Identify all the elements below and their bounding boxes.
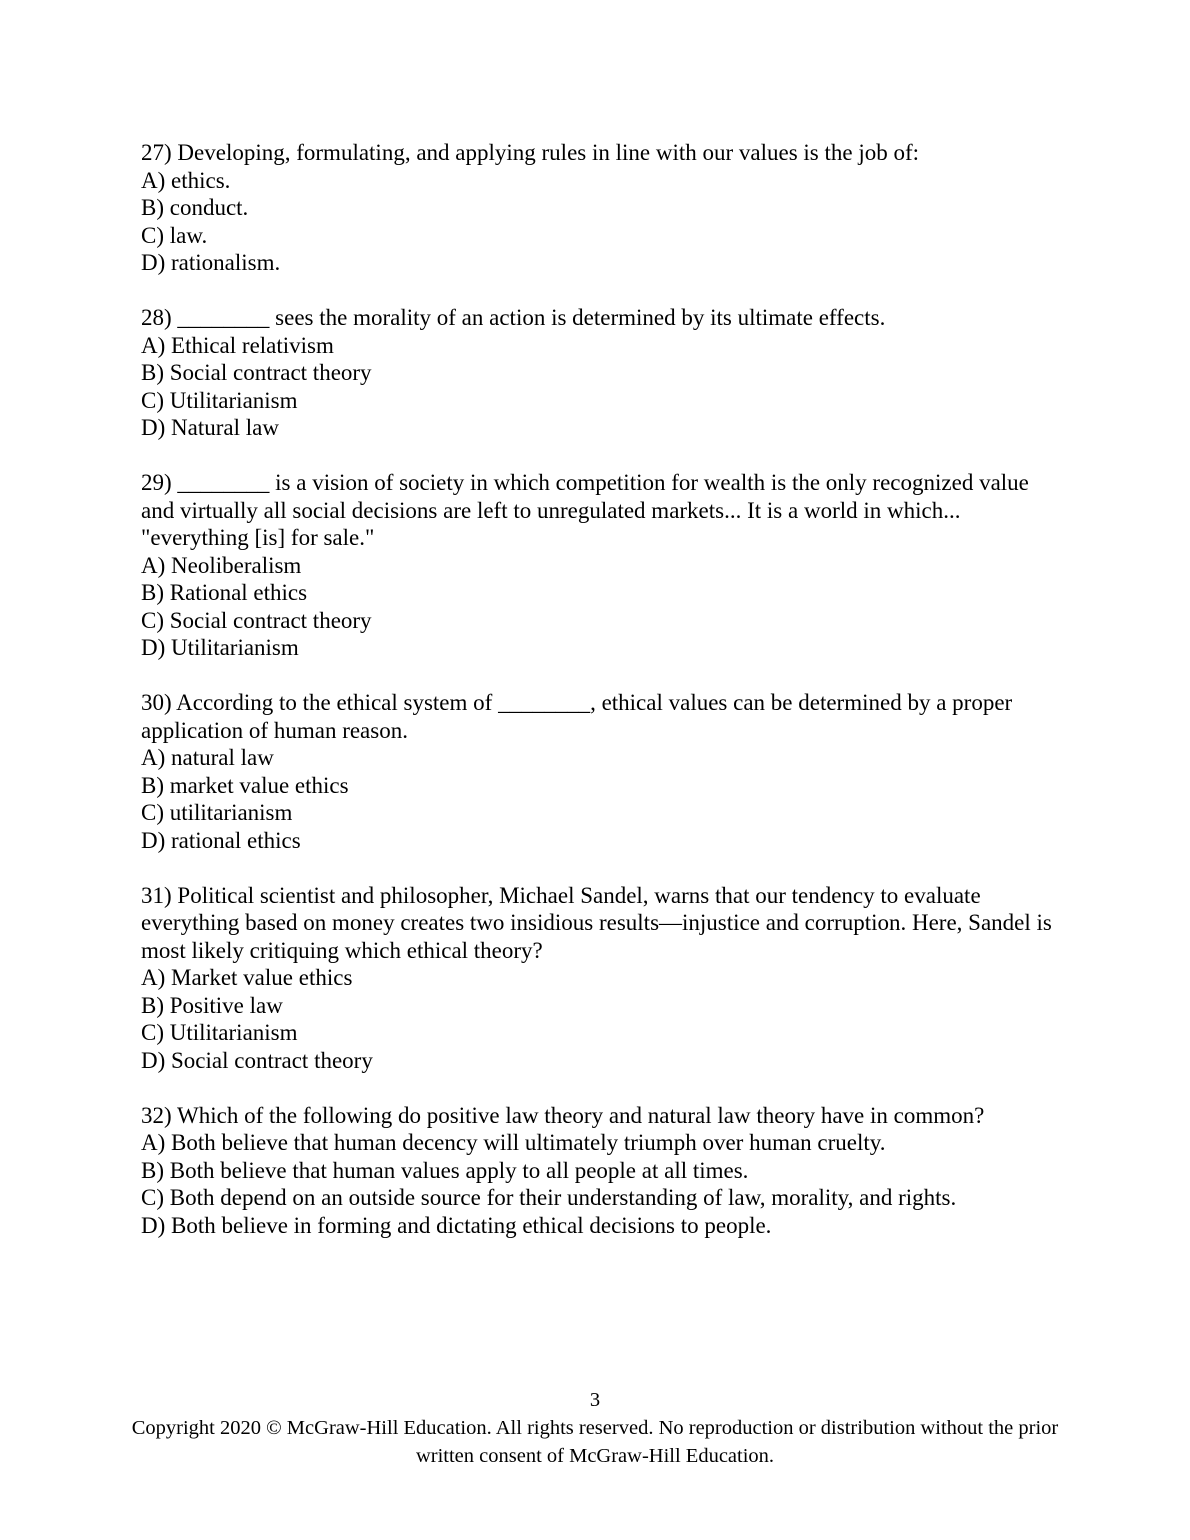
answer-option-a: A) Both believe that human decency will ultimately triumph over human cruelty. <box>141 1130 886 1155</box>
answer-option-a: A) Neoliberalism <box>141 552 302 578</box>
answer-option-d: D) rational ethics <box>141 827 301 853</box>
question-prompt <box>141 469 1053 552</box>
answer-option-d: D) Both believe in forming and dictating ethical decisions to people. <box>141 1212 772 1238</box>
answer-option-c: C) Both depend on an outside source for their understanding of law, morality, and rights. <box>141 1185 957 1210</box>
answer-option-c: C) utilitarianism <box>141 800 293 825</box>
answer-option-d: D) Social contract theory <box>141 1047 373 1073</box>
question-prompt <box>141 882 1053 965</box>
answer-option-b: B) Both believe that human values apply to all people at all times. <box>141 1157 749 1183</box>
answer-option-b: B) market value ethics <box>141 772 349 798</box>
question-prompt <box>141 689 1053 744</box>
answer-option-b: B) Positive law <box>141 992 283 1018</box>
question-text: ________ sees the morality of an action is determined by its ultimate effects. <box>177 305 886 330</box>
question-32 <box>141 1102 1053 1240</box>
question-text: ________ is a vision of society in which competition for wealth is the only recognized value and virtually all social decisions are left to unregulated markets... It is a world in which... "everything [is] for sale." <box>141 470 1029 550</box>
question-number: 30) <box>141 690 172 715</box>
answer-option-c: C) Social contract theory <box>141 607 372 633</box>
question-number: 31) <box>141 882 172 908</box>
question-number: 32) <box>141 1102 172 1128</box>
question-29 <box>141 469 1053 662</box>
question-27 <box>141 139 1053 277</box>
page-footer <box>0 1386 1190 1470</box>
answer-option-d: D) Utilitarianism <box>141 635 299 660</box>
question-prompt <box>141 304 1053 332</box>
answer-option-a: A) natural law <box>141 745 274 770</box>
question-text: According to the ethical system of ________, ethical values can be determined by a proper application of human reason. <box>141 690 1013 743</box>
answer-option-a: A) Market value ethics <box>141 965 353 990</box>
copyright-line-1: Copyright 2020 © McGraw-Hill Education. All rights reserved. No reproduction or distribution without the prior <box>131 1417 1059 1439</box>
question-28 <box>141 304 1053 442</box>
answer-option-c: C) Utilitarianism <box>141 1020 298 1045</box>
question-text: Which of the following do positive law theory and natural law theory have in common? <box>177 1102 985 1128</box>
question-number: 27) <box>141 140 172 165</box>
answer-option-c: C) Utilitarianism <box>141 387 298 413</box>
question-31 <box>141 882 1053 1075</box>
answer-option-b: B) conduct. <box>141 195 249 220</box>
answer-option-d: D) Natural law <box>141 415 279 440</box>
answer-option-a: A) Ethical relativism <box>141 332 334 358</box>
question-text: Developing, formulating, and applying rules in line with our values is the job of: <box>177 140 920 165</box>
copyright-line-2: written consent of McGraw-Hill Education. <box>415 1445 775 1467</box>
answer-option-a: A) ethics. <box>141 167 231 193</box>
question-number: 28) <box>141 305 172 330</box>
question-number: 29) <box>141 470 172 495</box>
question-prompt <box>141 1102 1053 1130</box>
answer-option-b: B) Social contract theory <box>141 360 372 385</box>
page-number: 3 <box>589 1389 601 1411</box>
questions-list <box>141 139 1053 1267</box>
answer-option-c: C) law. <box>141 222 208 248</box>
answer-option-d: D) rationalism. <box>141 250 281 275</box>
question-30 <box>141 689 1053 854</box>
question-text: Political scientist and philosopher, Michael Sandel, warns that our tendency to evaluate everything based on money creates two insidious results—injustice and corruption. Here, Sandel is most likely critiquing which ethical theory? <box>141 882 1052 963</box>
answer-option-b: B) Rational ethics <box>141 580 308 605</box>
question-prompt <box>141 139 1053 167</box>
